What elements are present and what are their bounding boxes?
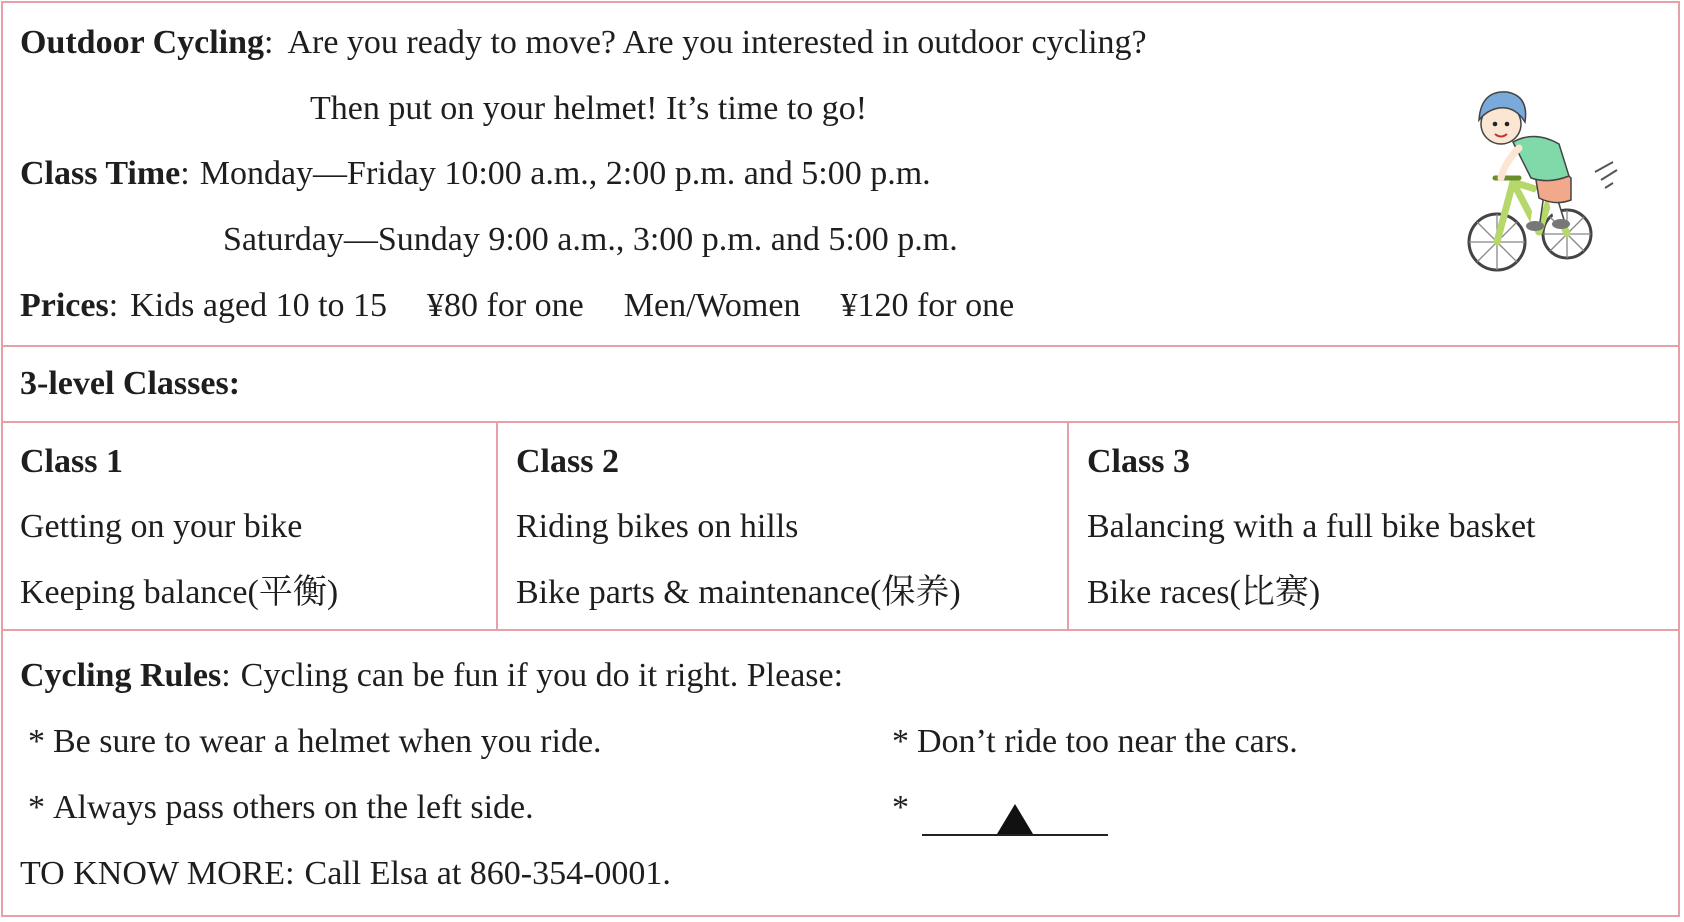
outdoor-cycling-label: Outdoor Cycling <box>20 24 265 61</box>
class-1-title: Class 1 <box>20 443 123 480</box>
bullet: * <box>28 723 45 760</box>
class-time-text-1: Monday—Friday 10:00 a.m., 2:00 p.m. and 5:00 p.m. <box>199 155 931 192</box>
class-time-line-1 <box>20 157 931 191</box>
class-3-title: Class 3 <box>1087 443 1190 480</box>
contact-label: TO KNOW MORE <box>20 855 286 892</box>
divider-after-intro <box>1 345 1680 347</box>
class-column-divider-1 <box>496 421 498 629</box>
cycling-rules-line <box>20 659 843 693</box>
colon: : <box>285 855 295 892</box>
outdoor-cycling-line-2: Then put on your helmet! It’s time to go! <box>310 90 868 127</box>
rule-item-1 <box>28 725 602 759</box>
class-2-item-2: Bike parts & maintenance(保养) <box>516 574 961 611</box>
colon: : <box>180 155 190 192</box>
contact-text: Call Elsa at 860-354-0001. <box>304 855 671 892</box>
price-kids-value: ¥80 for one <box>427 287 584 324</box>
class-time-label: Class Time <box>20 155 181 192</box>
child-riding-bicycle-icon <box>1455 82 1645 282</box>
classes-heading-line <box>20 367 240 401</box>
prices-line <box>20 289 1014 323</box>
rule-text-1: Be sure to wear a helmet when you ride. <box>53 723 602 760</box>
divider-after-classes <box>1 629 1680 631</box>
prices-label: Prices <box>20 287 109 324</box>
class-3-item-2: Bike races(比赛) <box>1087 574 1321 611</box>
price-adults-label: Men/Women <box>623 287 801 324</box>
colon: : <box>228 365 241 402</box>
bullet: * <box>892 723 909 760</box>
cycling-rules-label: Cycling Rules <box>20 657 222 694</box>
colon: : <box>108 287 119 324</box>
answer-blank <box>922 800 1108 836</box>
bullet: * <box>28 789 45 826</box>
rule-text-3: Always pass others on the left side. <box>53 789 534 826</box>
class-column-divider-2 <box>1067 421 1069 629</box>
class-1-item-2: Keeping balance(平衡) <box>20 574 339 611</box>
price-kids-label: Kids aged 10 to 15 <box>130 287 388 324</box>
outdoor-cycling-text-1: Are you ready to move? Are you interested in outdoor cycling? <box>287 24 1147 61</box>
class-2-item-1: Riding bikes on hills <box>516 508 799 545</box>
colon: : <box>221 657 231 694</box>
class-2-title: Class 2 <box>516 443 619 480</box>
rule-item-2 <box>892 725 1298 759</box>
colon: : <box>264 24 274 61</box>
cycling-rules-intro: Cycling can be fun if you do it right. Please: <box>240 657 844 694</box>
price-adults-value: ¥120 for one <box>840 287 1015 324</box>
outdoor-cycling-line-1 <box>20 26 1147 60</box>
notice-frame <box>1 1 1680 917</box>
contact-line <box>20 857 671 891</box>
classes-heading: 3-level Classes <box>20 365 229 402</box>
rule-item-3 <box>28 791 534 825</box>
class-time-line-2: Saturday—Sunday 9:00 a.m., 3:00 p.m. and 5:00 p.m. <box>223 221 958 258</box>
class-1-item-1: Getting on your bike <box>20 508 303 545</box>
class-3-item-1: Balancing with a full bike basket <box>1087 508 1536 545</box>
rule-text-2: Don’t ride too near the cars. <box>917 723 1298 760</box>
triangle-icon <box>997 804 1033 834</box>
divider-after-classes-heading <box>1 421 1680 423</box>
rule-item-4-bullet: * <box>892 789 909 826</box>
